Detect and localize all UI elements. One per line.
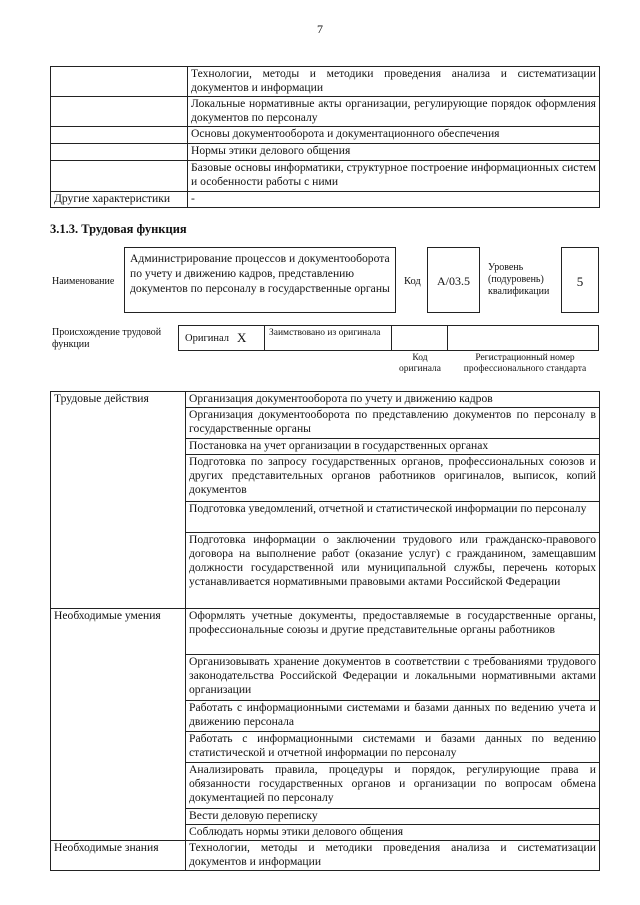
- borrowed-cell: [264, 325, 392, 351]
- table-cell: Локальные нормативные акты организации, регулирующие порядок оформления документов по персоналу: [188, 97, 600, 127]
- labor-function-table: [50, 391, 600, 871]
- table-cell: Подготовка по запросу государственных органов, профессиональных союзов и других представительных органов работников оригиналов, выписок, копий документов: [186, 455, 600, 502]
- function-name-box: [124, 247, 396, 313]
- table-cell-empty: [51, 67, 188, 97]
- borrowed-label: Заимствовано из оригинала: [269, 328, 381, 338]
- table-cell: Технологии, методы и методики проведения анализа и систематизации документов и информации: [186, 841, 600, 871]
- function-name: Администрирование процессов и документооборота по учету и движению кадров, представлению документов по персоналу в государственные органы: [130, 252, 390, 295]
- group-label-skills: Необходимые умения: [51, 609, 186, 841]
- table-cell: Подготовка информации о заключении трудового или гражданско-правового договора на выполнение работ (оказание услуг) с гражданином, замещавшим должности государственной или муниципальной службы, перечень которых устанавливается нормативными правовыми актами Российской Федерации: [186, 533, 600, 609]
- table-cell-empty: [51, 161, 188, 192]
- table-cell: Соблюдать нормы этики делового общения: [186, 825, 600, 841]
- original-label: Оригинал: [185, 333, 229, 344]
- table-cell: Базовые основы информатики, структурное построение информационных систем и особенности работы с ними: [188, 161, 600, 192]
- code-original-cell: [391, 325, 448, 351]
- table-cell: Организация документооборота по представлению документов по персоналу в государственные органы: [186, 408, 600, 439]
- table-cell: Вести деловую переписку: [186, 809, 600, 825]
- level-label: Уровень (подуровень) квалификации: [488, 262, 550, 297]
- name-label: Наименование: [52, 276, 115, 287]
- table-cell-empty: [51, 127, 188, 144]
- original-cell: [178, 325, 265, 351]
- other-characteristics-value: -: [188, 192, 600, 208]
- code-label: Код: [404, 276, 421, 287]
- group-label-actions: Трудовые действия: [51, 392, 186, 609]
- group-label-knowledge: Необходимые знания: [51, 841, 186, 871]
- page-number: 7: [317, 22, 323, 36]
- level-value: 5: [576, 274, 584, 289]
- table-cell: Оформлять учетные документы, предоставляемые в государственные органы, профессиональные союзы и другие представительные органы работников: [186, 609, 600, 655]
- reg-number-caption: Регистрационный номер профессионального стандарта: [463, 353, 587, 374]
- level-box: [561, 247, 599, 313]
- code-box: [427, 247, 480, 313]
- table-cell-empty: [51, 97, 188, 127]
- origin-label: Происхождение трудовой функции: [52, 327, 162, 350]
- table-cell: Подготовка уведомлений, отчетной и статистической информации по персоналу: [186, 502, 600, 533]
- top-knowledge-table: [50, 66, 600, 208]
- table-cell: Организовывать хранение документов в соответствии с требованиями трудового законодательства Российской Федерации и локальными нормативными актами организации: [186, 655, 600, 701]
- code-value: А/03.5: [437, 274, 470, 288]
- table-cell: Нормы этики делового общения: [188, 144, 600, 161]
- table-cell: Постановка на учет организации в государственных органах: [186, 439, 600, 455]
- other-characteristics-label: Другие характеристики: [51, 192, 188, 208]
- reg-number-cell: [447, 325, 599, 351]
- table-cell: Работать с информационными системами и базами данных по ведению учета и движению персонала: [186, 701, 600, 732]
- table-cell: Технологии, методы и методики проведения анализа и систематизации документов и информации: [188, 67, 600, 97]
- section-title: 3.1.3. Трудовая функция: [50, 222, 187, 236]
- table-cell: Анализировать правила, процедуры и порядок, регулирующие права и обязанности государственных органов и организации по вопросам обмена документацией по персоналу: [186, 763, 600, 809]
- table-cell: Работать с информационными системами и базами данных по ведению статистической и отчетной информации по персоналу: [186, 732, 600, 763]
- table-cell: Основы документооборота и документационного обеспечения: [188, 127, 600, 144]
- table-cell-empty: [51, 144, 188, 161]
- table-cell: Организация документооборота по учету и движению кадров: [186, 392, 600, 408]
- code-original-caption: Код оригинала: [399, 353, 441, 374]
- original-mark: X: [237, 330, 247, 345]
